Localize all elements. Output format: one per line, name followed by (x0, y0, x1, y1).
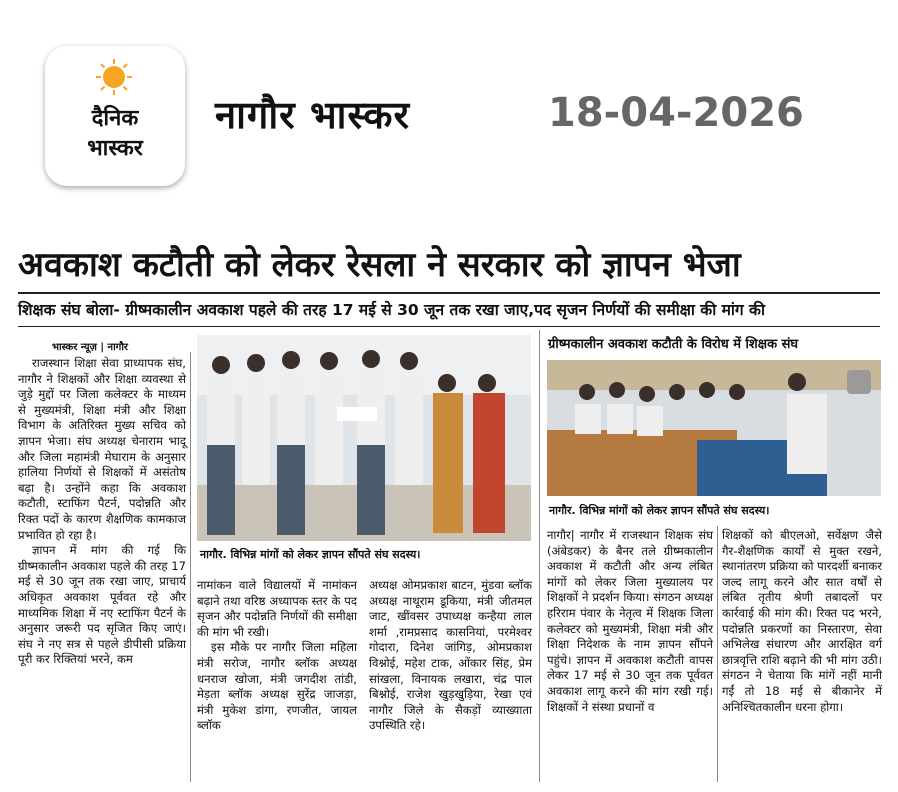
edition-date: 18-04-2026 (548, 90, 804, 136)
story2-photo-caption: नागौर. विभिन्न मांगों को लेकर ज्ञापन सौंपते संघ सदस्य। (549, 504, 770, 517)
story1-photo-caption: नागौर. विभिन्न मांगों को लेकर ज्ञापन सौंपते संघ सदस्य। (200, 548, 421, 561)
edition-title: नागौर भास्कर (215, 93, 411, 137)
column-separator (190, 352, 191, 782)
column-separator (539, 330, 540, 782)
paragraph: ज्ञापन में मांग की गई कि ग्रीष्मकालीन अवकाश पहले की तरह 17 मई से 30 जून तक रखा जाए, प्राचार्य अधिकृत अवकाश पूर्ववत रहे और माध्यमिक शिक्षा में नए स्टाफिंग पैटर्न के अनुसार जरूरी पद सृजित किए जाएं। संघ ने नए सत्र से पहले डीपीसी प्रक्रिया पूरी कर रिक्तियां भरने, कम (18, 543, 186, 667)
paragraph: राजस्थान शिक्षा सेवा प्राध्यापक संघ, नागौर ने शिक्षकों और शिक्षा व्यवस्था से जुड़े मुद्दों पर जिला कलेक्टर के माध्यम से मुख्यमंत्री, शिक्षा मंत्री और शिक्षा विभाग के अतिरिक्त मुख्य सचिव को ज्ञापन भेजा। संघ अध्यक्ष चेनाराम भादू और जिला महामंत्री मेघाराम के अनुसार हालिया निर्णयों से शिक्षकों में असंतोष बढ़ा है। उन्होंने कहा कि अवकाश कटौती, स्टाफिंग पैटर्न, पदोन्नति और रिक्त पदों के कारण शैक्षणिक कामकाज प्रभावित हो रहा है। (18, 356, 186, 542)
paragraph: नामांकन वाले विद्यालयों में नामांकन बढ़ाने तथा वरिष्ठ अध्यापक स्तर के पद सृजन और पदोन्नति निर्णयों की समीक्षा की मांग भी रखी। (197, 578, 357, 639)
paragraph: इस मौके पर नागौर जिला महिला मंत्री सरोज, नागौर ब्लॉक अध्यक्ष धनराज खोजा, मंत्री जगदीश तांडी, मेड़ता ब्लॉक अध्यक्ष सुरेंद्र जाजड़ा, मंत्री मुकेश डांगा, रणजीत, जायल ब्लॉक (197, 640, 357, 733)
story1-photo (197, 335, 531, 541)
paragraph: शिक्षकों को बीएलओ, सर्वेक्षण जैसे गैर-शैक्षणिक कार्यों से मुक्त रखने, स्थानांतरण प्रक्रिया को पारदर्शी बनाकर जल्द लागू करने और सात वर्षों से लंबित तृतीय श्रेणी तबादलों पर कार्रवाई की मांग की। रिक्त पद भरने, पदोन्नति प्रकरणों का निस्तारण, सेवा अभिलेख संधारण और आरक्षित वर्ग छात्रवृत्ति राशि बढ़ाने की भी मांग उठी। संगठन ने चेताया कि मांगें नहीं मानी गईं तो 18 मई से बीकानेर में अनिश्चितकालीन धरना होगा। (722, 528, 882, 714)
story2-column2 (722, 528, 882, 715)
sun-icon (95, 58, 133, 96)
story1-column1 (18, 356, 186, 668)
story2-photo (547, 360, 881, 496)
paragraph: अध्यक्ष ओमप्रकाश बाटन, मुंडवा ब्लॉक अध्यक्ष नाथूराम डूकिया, मंत्री जीतमल जाट, खींवसर उपाध्यक्ष कन्हैया लाल शर्मा ,रामप्रसाद कासनियां, परमेश्वर गोदारा, दिनेश जांगिड़, ओमप्रकाश विश्नोई, महेश टाक, ओंकार सिंह, प्रेम सांखला, विनायक लखारा, चंद्र पाल बिश्नोई, राजेश खुड़खुड़िया, रेखा एवं नागौर जिले के सैकड़ों व्याख्याता उपस्थिति रहे। (369, 578, 532, 733)
logo (45, 46, 185, 186)
story2-column1 (547, 528, 713, 715)
main-headline: अवकाश कटौती को लेकर रेसला ने सरकार को ज्ञापन भेजा (18, 245, 741, 285)
paragraph: नागौर| नागौर में राजस्थान शिक्षक संघ (अंबेडकर) के बैनर तले ग्रीष्मकालीन अवकाश में कटौती और अन्य लंबित मांगों को लेकर जिला मुख्यालय पर शिक्षकों ने प्रदर्शन किया। संगठन अध्यक्ष हरिराम पंवार के नेतृत्व में शिक्षक जिला कलेक्टर को मुख्यमंत्री, शिक्षा मंत्री और शिक्षा निदेशक के नाम ज्ञापन सौंपने पहुंचे। ज्ञापन में अवकाश कटौती वापस लेकर 17 मई से 30 जून तक पूर्ववत अवकाश लागू करने की मांग रखी गई। शिक्षकों ने संस्था प्रधानों व (547, 528, 713, 714)
column-separator (717, 526, 718, 782)
story1-column3 (369, 578, 532, 734)
logo-text-line1: दैनिक (91, 106, 139, 131)
story1-column2 (197, 578, 357, 734)
subheadline: शिक्षक संघ बोला- ग्रीष्मकालीन अवकाश पहले की तरह 17 मई से 30 जून तक रखा जाए,पद सृजन निर्णयों की समीक्षा की मांग की (18, 301, 765, 319)
divider (18, 292, 880, 294)
divider (18, 326, 880, 327)
story2-headline: ग्रीष्मकालीन अवकाश कटौती के विरोध में शिक्षक संघ (548, 337, 799, 352)
byline: भास्कर न्यूज़ | नागौर (52, 342, 128, 353)
logo-text-line2: भास्कर (87, 136, 143, 161)
